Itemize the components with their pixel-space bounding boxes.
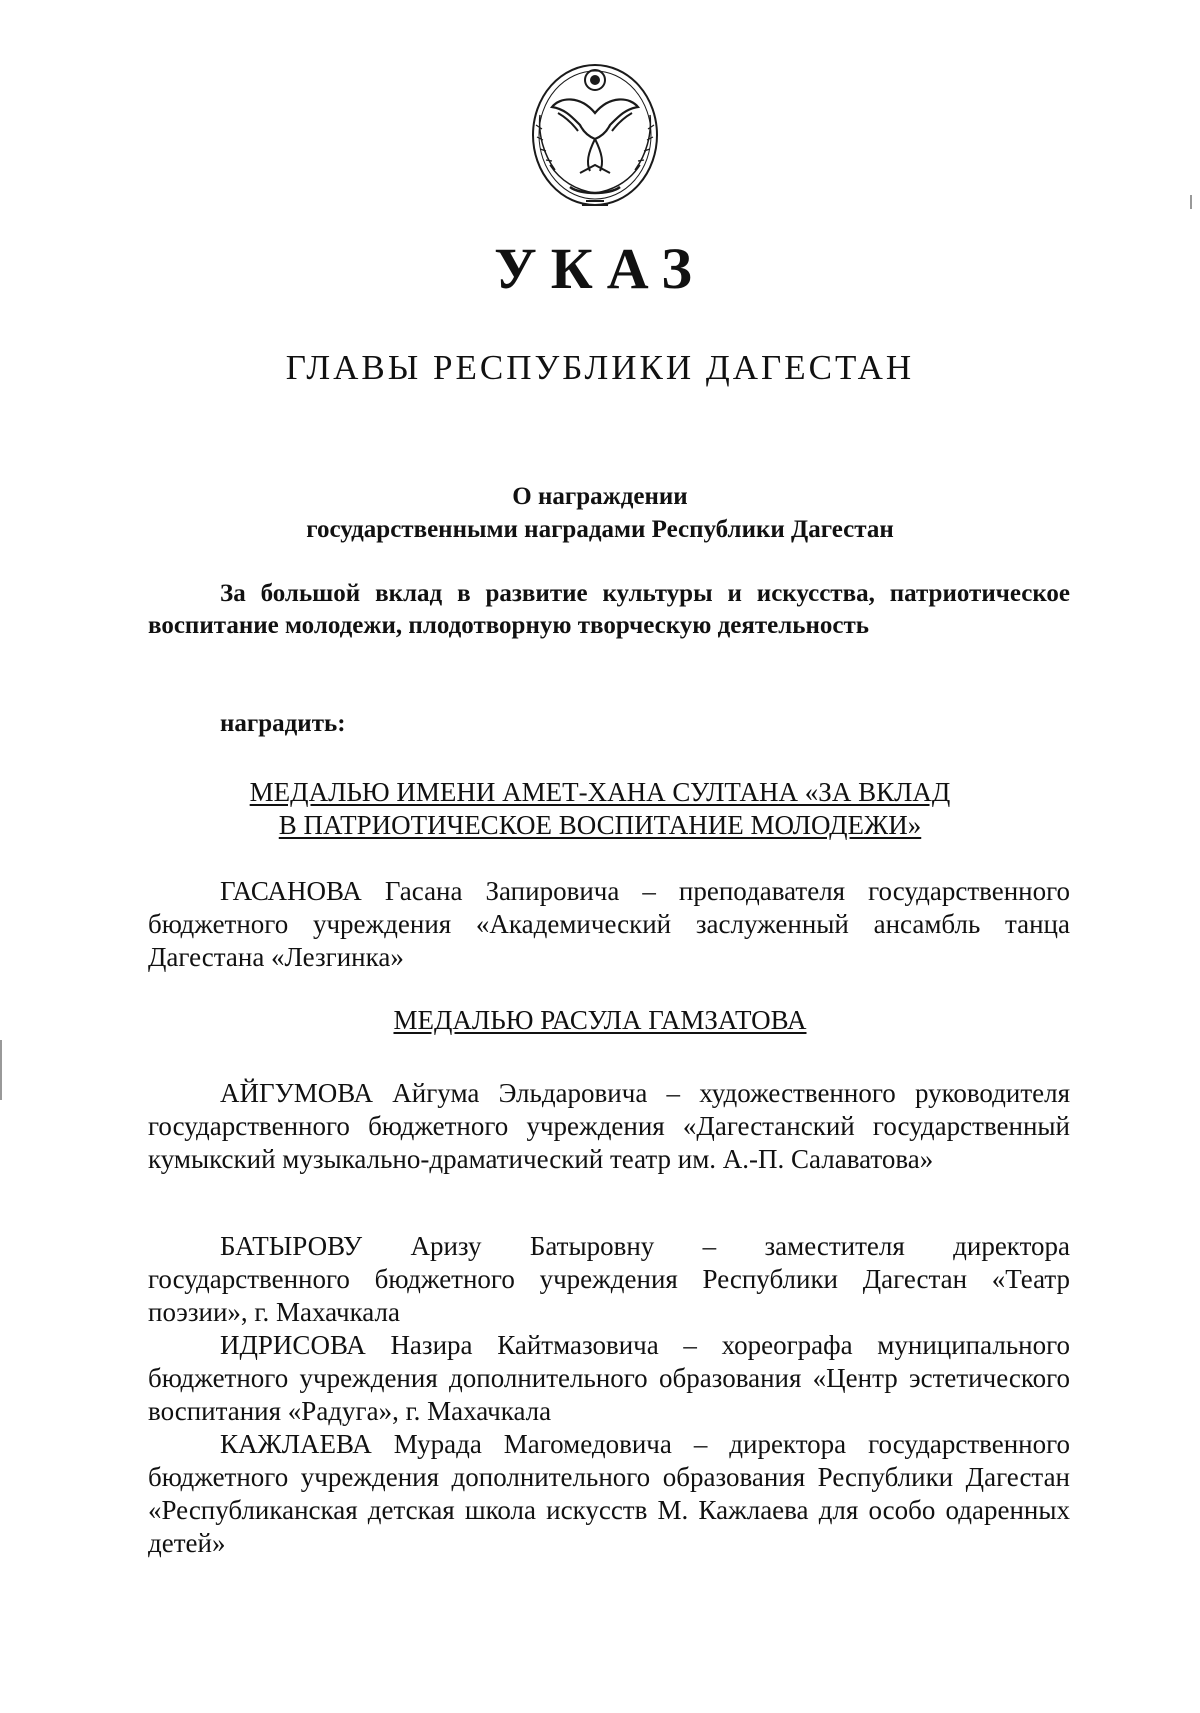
coat-of-arms-icon — [510, 55, 680, 215]
order-word: наградить: — [220, 710, 346, 737]
recipient-surname: БАТЫРОВУ — [220, 1231, 363, 1261]
award-title-amet-khan — [0, 776, 1200, 842]
recipient-entry — [148, 875, 1070, 974]
heading-line-2: государственными наградами Республики Дагестан — [306, 516, 894, 543]
recipient-details: Назира Кайтмазовича – хореографа муниципального бюджетного учреждения дополнительного образования «Центр эстетического воспитания «Радуга», г. Махачкала — [148, 1330, 1070, 1426]
recipient-entry — [148, 1077, 1070, 1176]
award-title-line: МЕДАЛЬЮ ИМЕНИ АМЕТ-ХАНА СУЛТАНА «ЗА ВКЛАД — [249, 777, 951, 807]
heading-line-1: О награждении — [512, 483, 688, 510]
recipient-entry — [148, 1329, 1070, 1428]
award-title-line: МЕДАЛЬЮ РАСУЛА ГАМЗАТОВА — [393, 1005, 807, 1035]
preamble: За большой вклад в развитие культуры и искусства, патриотическое воспитание молодежи, плодотворную творческую деятельность — [148, 580, 1070, 639]
award-title-line: В ПАТРИОТИЧЕСКОЕ ВОСПИТАНИЕ МОЛОДЕЖИ» — [278, 810, 922, 840]
recipient-surname: АЙГУМОВА — [220, 1078, 374, 1108]
scan-artifact — [1190, 195, 1192, 209]
award-title-gamzatov — [0, 1004, 1200, 1037]
recipient-details: Аризу Батыровну – заместителя директора государственного бюджетного учреждения Республики Дагестан «Театр поэзии», г. Махачкала — [148, 1231, 1070, 1327]
recipient-details: Мурада Магомедовича – директора государственного бюджетного учреждения дополнительного образования Республики Дагестан «Республиканская детская школа искусств М. Кажлаева для особо одаренных детей» — [148, 1429, 1071, 1558]
recipient-details: Гасана Запировича – преподавателя государственного бюджетного учреждения «Академический заслуженный ансамбль танца Дагестана «Лезгинка» — [148, 876, 1071, 972]
decree-heading — [0, 480, 1200, 546]
document-subtitle: ГЛАВЫ РЕСПУБЛИКИ ДАГЕСТАН — [285, 348, 915, 387]
recipient-entry — [148, 1428, 1070, 1560]
recipient-surname: ГАСАНОВА — [220, 876, 362, 906]
recipient-surname: ИДРИСОВА — [220, 1330, 366, 1360]
document-title: УКАЗ — [494, 236, 706, 301]
recipient-surname: КАЖЛАЕВА — [220, 1429, 372, 1459]
recipient-entry — [148, 1230, 1070, 1329]
scan-artifact — [0, 1040, 2, 1100]
recipient-details: Айгума Эльдаровича – художественного руководителя государственного бюджетного учреждения «Дагестанский государственный кумыкский музыкально-драматический театр им. А.-П. Салаватова» — [148, 1078, 1070, 1174]
